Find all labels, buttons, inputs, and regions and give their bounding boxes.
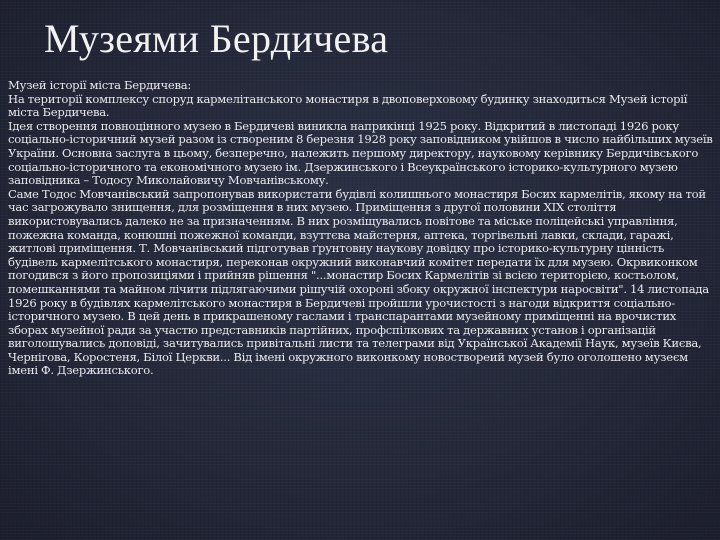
- paragraph-history: Саме Тодос Мовчанівський запропонував використати будівлі колишнього монастиря Босих кармелітів, якому на той час загрожувало знищення, для розміщення в них музею. Приміщення з другої половини ХІХ століття використовувались далеко не за призначенням. В них розміщувались повітове та міське поліцейські управління, пожежна команда, конюшні пожежної команди, взуттєва майстерня, аптека, торгівельні лавки, склади, гаражі, житлові приміщення. Т. Мовчанівський підготував ґрунтовну наукову довідку про історико-культурну цінність будівель кармелітського монастиря, переконав окружний виконавчий комітет передати їх для музею. Окрвиконком погодився з його пропозиціями і прийняв рішення "...монастир Босих Кармелітів зі всією територією, костьолом, помешканнями та майном лічити підлягаючими рішучій охороні збоку окружної інспектури наросвіти". 14 листопада 1926 року в будівлях кармелітського монастиря в Бердичеві пройшли урочистості з нагоди відкриття соціально-історичного музею. В цей день в прикрашеному гаслами і транспарантами музейному приміщенні на врочистих зборах музейної ради за участю представників партійних, профспілкових та державних установ і організацій виголошувались доповіді, зачитувались привітальні листи та телеграми від Української Академії Наук, музеїв Києва, Чернігова, Коростеня, Білої Церкви... Від імені окружного виконкому новоствореий музей було оголошено музеєм імені Ф. Дзержинського.: [8, 186, 709, 378]
- slide-title: Музеями Бердичева: [44, 16, 389, 61]
- paragraph-location: На території комплексу споруд кармелітанського монастиря в двоповерховому будинку знаходиться Музей історії міста Бердичева.: [8, 91, 688, 120]
- museum-heading: Музей історії міста Бердичева:: [8, 78, 192, 92]
- paragraph-founding: Ідея створення повноцінного музею в Бердичеві виникла наприкінці 1925 року. Відкритий в листопаді 1926 року соціально-історичний музей разом із створеним 8 березня 1928 року заповідником увійшов в число найбільших музеїв України. Основна заслуга в цьому, безперечно, належить першому директору, науковому керівнику Бердичівського соціально-історичного та економічного музею ім. Дзержинського і Всеукраїнського історико-культурного музею заповідника – Тодосу Миколайовичу Мовчанівському.: [8, 118, 713, 188]
- slide-body: [8, 79, 714, 378]
